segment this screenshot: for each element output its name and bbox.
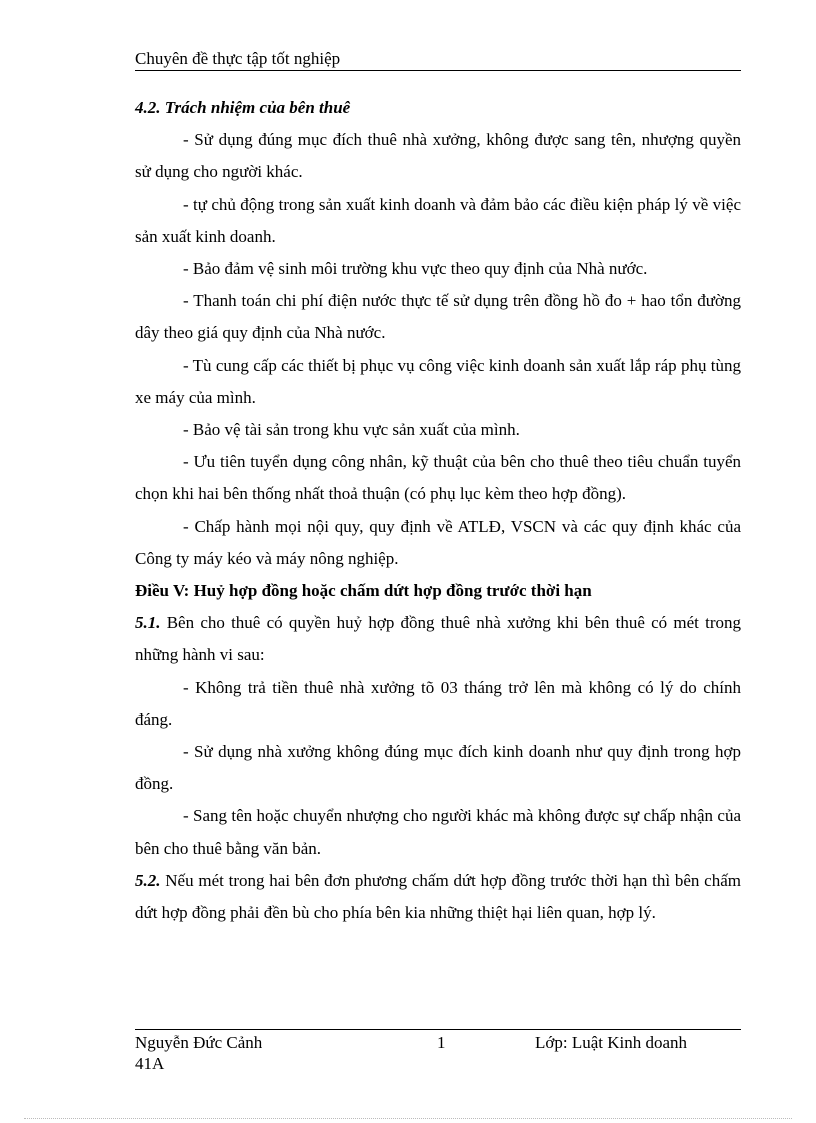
section-5-1-paragraph	[135, 607, 741, 671]
page-bottom-edge	[24, 1118, 792, 1119]
list-item: - Thanh toán chi phí điện nước thực tế sử dụng trên đồng hồ đo + hao tổn đường dây theo giá quy định của Nhà nước.	[135, 291, 741, 343]
footer-divider	[135, 1029, 741, 1030]
section-4-2-heading: 4.2. Trách nhiệm của bên thuê	[135, 98, 351, 117]
article-5-heading: Điều V: Huỷ hợp đồng hoặc chấm dứt hợp đồng trước thời hạn	[135, 581, 592, 601]
section-5-2-paragraph	[135, 865, 741, 929]
section-5-2-text: Nếu mét trong hai bên đơn phương chấm dứt hợp đồng trước thời hạn thì bên chấm dứt hợp đồng phải đền bù cho phía bên kia những thiệt hại liên quan, hợp lý.	[135, 870, 741, 923]
footer-class: Lớp: Luật Kinh doanh	[535, 1033, 688, 1052]
page-number: 1	[437, 1033, 446, 1052]
section-5-1-label: 5.1.	[135, 613, 161, 633]
page-header: Chuyên đề thực tập tốt nghiệp	[135, 49, 341, 68]
list-item: - Sử dụng nhà xưởng không đúng mục đích kinh doanh như quy định trong hợp đồng.	[135, 742, 741, 794]
footer-author: Nguyễn Đức Cảnh 41A	[135, 1033, 263, 1073]
list-item: - Không trả tiền thuê nhà xưởng tõ 03 tháng trở lên mà không có lý do chính đáng.	[135, 677, 741, 729]
list-item: - Sang tên hoặc chuyển nhượng cho người khác mà không được sự chấp nhận của bên cho thuê bằng văn bản.	[135, 806, 741, 858]
list-item: - Bảo vệ tài sản trong khu vực sản xuất của mình.	[183, 420, 520, 440]
header-divider	[135, 70, 741, 71]
section-5-2-label: 5.2.	[135, 870, 161, 890]
document-body	[135, 92, 741, 929]
list-item: - Ưu tiên tuyển dụng công nhân, kỹ thuật của bên cho thuê theo tiêu chuẩn tuyển chọn khi hai bên thống nhất thoả thuận (có phụ lục kèm theo hợp đồng).	[135, 452, 741, 504]
list-item: - Tù cung cấp các thiết bị phục vụ công việc kinh doanh sản xuất lắp ráp phụ tùng xe máy của mình.	[135, 355, 741, 407]
list-item: - tự chủ động trong sản xuất kinh doanh và đảm bảo các điều kiện pháp lý về việc sản xuất kinh doanh.	[135, 194, 741, 246]
list-item: - Chấp hành mọi nội quy, quy định về ATLĐ, VSCN và các quy định khác của Công ty máy kéo và máy nông nghiệp.	[135, 516, 741, 568]
section-5-1-text: Bên cho thuê có quyền huỷ hợp đồng thuê nhà xưởng khi bên thuê có mét trong những hành vi sau:	[135, 613, 741, 665]
list-item: - Sử dụng đúng mục đích thuê nhà xưởng, không được sang tên, nhượng quyền sử dụng cho người khác.	[135, 130, 741, 182]
list-item: - Bảo đảm vệ sinh môi trường khu vực theo quy định của Nhà nước.	[183, 259, 648, 279]
